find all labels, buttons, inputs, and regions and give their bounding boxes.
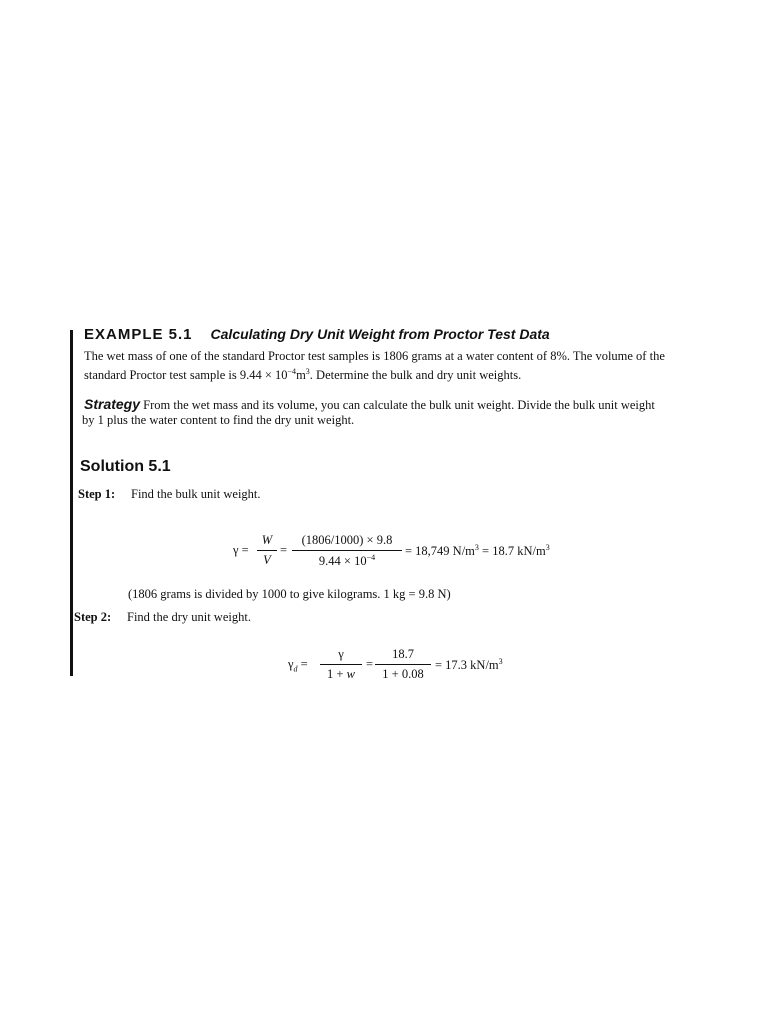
problem-line-2: standard Proctor test sample is $9.44 \times 10^{-4}m^3$. Determine the bulk and dry unit weights. xyxy=(84,367,522,383)
step2-label: Step 2: xyxy=(74,610,112,624)
equals-2: = xyxy=(366,657,374,671)
dry-unit-weight-result: = 17.3 $kN/m^3$ xyxy=(435,657,503,673)
strategy-line-2: by 1 plus the water content to find the dry unit weight. xyxy=(82,413,355,427)
bulk-unit-weight-result: = 18,749 $N/m^3 = 18.7$ $kN/m^3$ xyxy=(405,543,550,559)
example-heading xyxy=(84,326,550,344)
solution-title: Solution 5.1 xyxy=(80,458,171,475)
gamma-lhs: γ = xyxy=(233,543,249,557)
gamma-d-lhs: $\gamma_d$ = xyxy=(288,657,308,674)
mass-volume-fraction: $\frac{(1806/1000) \times 9.8}{9.44 \times 10^{-4}}$ xyxy=(292,533,402,569)
problem-line-1: The wet mass of one of the standard Proctor test samples is 1806 grams at a water content of 8%. The volume of the xyxy=(84,349,665,363)
gamma-over-one-plus-w-fraction: $\frac{\gamma}{1 + w}$ xyxy=(320,647,362,682)
w-over-v-fraction: $\frac{W}{V}$ xyxy=(257,533,277,568)
strategy-text-1: From the wet mass and its volume, you can calculate the bulk unit weight. Divide the bulk unit weight xyxy=(143,398,655,412)
strategy-label: Strategy xyxy=(84,396,141,412)
numeric-fraction: $\frac{18.7}{1 + 0.08}$ xyxy=(375,647,431,682)
equals-1: = xyxy=(280,543,288,557)
example-title: Calculating Dry Unit Weight from Proctor Test Data xyxy=(210,326,550,342)
example-margin-rule xyxy=(70,330,73,676)
example-label: EXAMPLE 5.1 xyxy=(84,326,193,343)
step1-text: Find the bulk unit weight. xyxy=(131,487,261,501)
step1-note: (1806 grams is divided by 1000 to give kilograms. 1 kg = 9.8 N) xyxy=(128,587,451,601)
step2-text: Find the dry unit weight. xyxy=(127,610,251,624)
strategy-line-1 xyxy=(84,396,655,413)
step1-label: Step 1: xyxy=(78,487,116,501)
